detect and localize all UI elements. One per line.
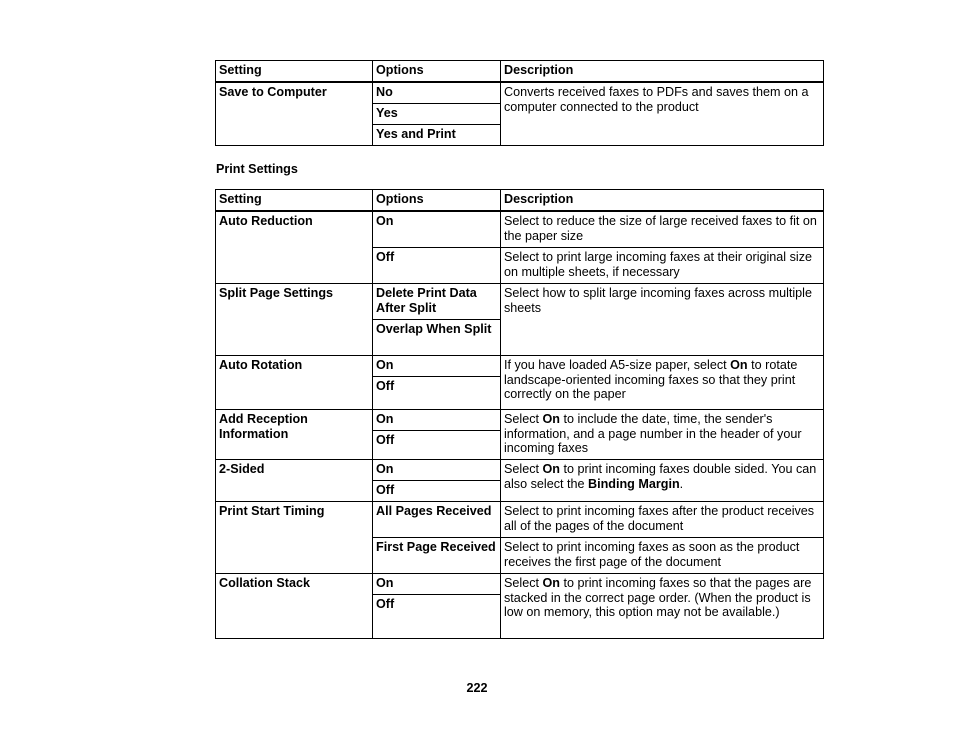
description-text: Select <box>504 412 543 426</box>
option-cell: Off <box>373 481 501 502</box>
description-cell: Select to print large incoming faxes at their original size on multiple sheets, if necessary <box>501 248 824 284</box>
description-cell: Select to print incoming faxes as soon as the product receives the first page of the document <box>501 538 824 574</box>
option-cell: Overlap When Split <box>373 320 501 356</box>
header-options: Options <box>373 190 501 212</box>
header-description: Description <box>501 190 824 212</box>
description-cell <box>501 356 824 410</box>
option-cell: On <box>373 211 501 248</box>
setting-cell: Print Start Timing <box>216 502 373 574</box>
table-header-row <box>216 61 824 83</box>
description-emphasis: Binding Margin <box>588 476 680 491</box>
table-row <box>216 356 824 377</box>
description-text: Select <box>504 462 543 476</box>
header-options: Options <box>373 61 501 83</box>
option-cell: On <box>373 574 501 595</box>
description-cell: Converts received faxes to PDFs and saves them on a computer connected to the product <box>501 82 824 146</box>
table-header-row <box>216 190 824 212</box>
option-cell: No <box>373 82 501 104</box>
option-cell: On <box>373 410 501 431</box>
setting-cell: 2-Sided <box>216 460 373 502</box>
description-cell <box>501 460 824 502</box>
option-cell: First Page Received <box>373 538 501 574</box>
setting-cell: Split Page Settings <box>216 284 373 356</box>
description-text: Select <box>504 576 543 590</box>
description-text: If you have loaded A5-size paper, select <box>504 358 731 372</box>
description-cell: Select to print incoming faxes after the product receives all of the pages of the document <box>501 502 824 538</box>
setting-cell: Save to Computer <box>216 82 373 146</box>
header-setting: Setting <box>216 190 373 212</box>
print-settings-table <box>215 189 824 639</box>
table-row <box>216 211 824 248</box>
description-text: . <box>679 476 684 491</box>
option-cell: Off <box>373 248 501 284</box>
description-text: to print incoming faxes double sided. You can also select the <box>504 462 817 491</box>
description-emphasis: On <box>730 358 748 372</box>
description-emphasis: On <box>542 412 561 426</box>
option-cell: Delete Print Data After Split <box>373 284 501 320</box>
table-row <box>216 82 824 104</box>
description-text: to include the date, time, the sender's information, and a page number in the header of your incoming faxes <box>504 412 802 455</box>
table-row <box>216 284 824 320</box>
header-setting: Setting <box>216 61 373 83</box>
option-cell: On <box>373 356 501 377</box>
description-cell <box>501 574 824 639</box>
description-cell: Select how to split large incoming faxes across multiple sheets <box>501 284 824 356</box>
setting-cell: Auto Rotation <box>216 356 373 410</box>
section-heading: Print Settings <box>216 162 298 176</box>
table-row <box>216 410 824 431</box>
table-row <box>216 502 824 538</box>
option-cell: All Pages Received <box>373 502 501 538</box>
header-description: Description <box>501 61 824 83</box>
setting-cell: Add Reception Information <box>216 410 373 460</box>
table-row <box>216 574 824 595</box>
setting-cell: Auto Reduction <box>216 211 373 284</box>
setting-cell: Collation Stack <box>216 574 373 639</box>
save-to-computer-table <box>215 60 824 146</box>
description-cell: Select to reduce the size of large received faxes to fit on the paper size <box>501 211 824 248</box>
option-cell: On <box>373 460 501 481</box>
description-text: to rotate landscape-oriented incoming faxes so that they print correctly on the paper <box>504 358 798 401</box>
page-number: 222 <box>466 681 488 695</box>
description-cell <box>501 410 824 460</box>
description-emphasis: On <box>542 576 561 590</box>
option-cell: Yes and Print <box>373 125 501 146</box>
table-row <box>216 460 824 481</box>
option-cell: Off <box>373 377 501 410</box>
option-cell: Yes <box>373 104 501 125</box>
option-cell: Off <box>373 431 501 460</box>
option-cell: Off <box>373 595 501 639</box>
description-text: to print incoming faxes so that the pages are stacked in the correct page order. (When the product is low on memory, this option may not be available.) <box>504 576 812 619</box>
description-emphasis: On <box>542 462 561 476</box>
